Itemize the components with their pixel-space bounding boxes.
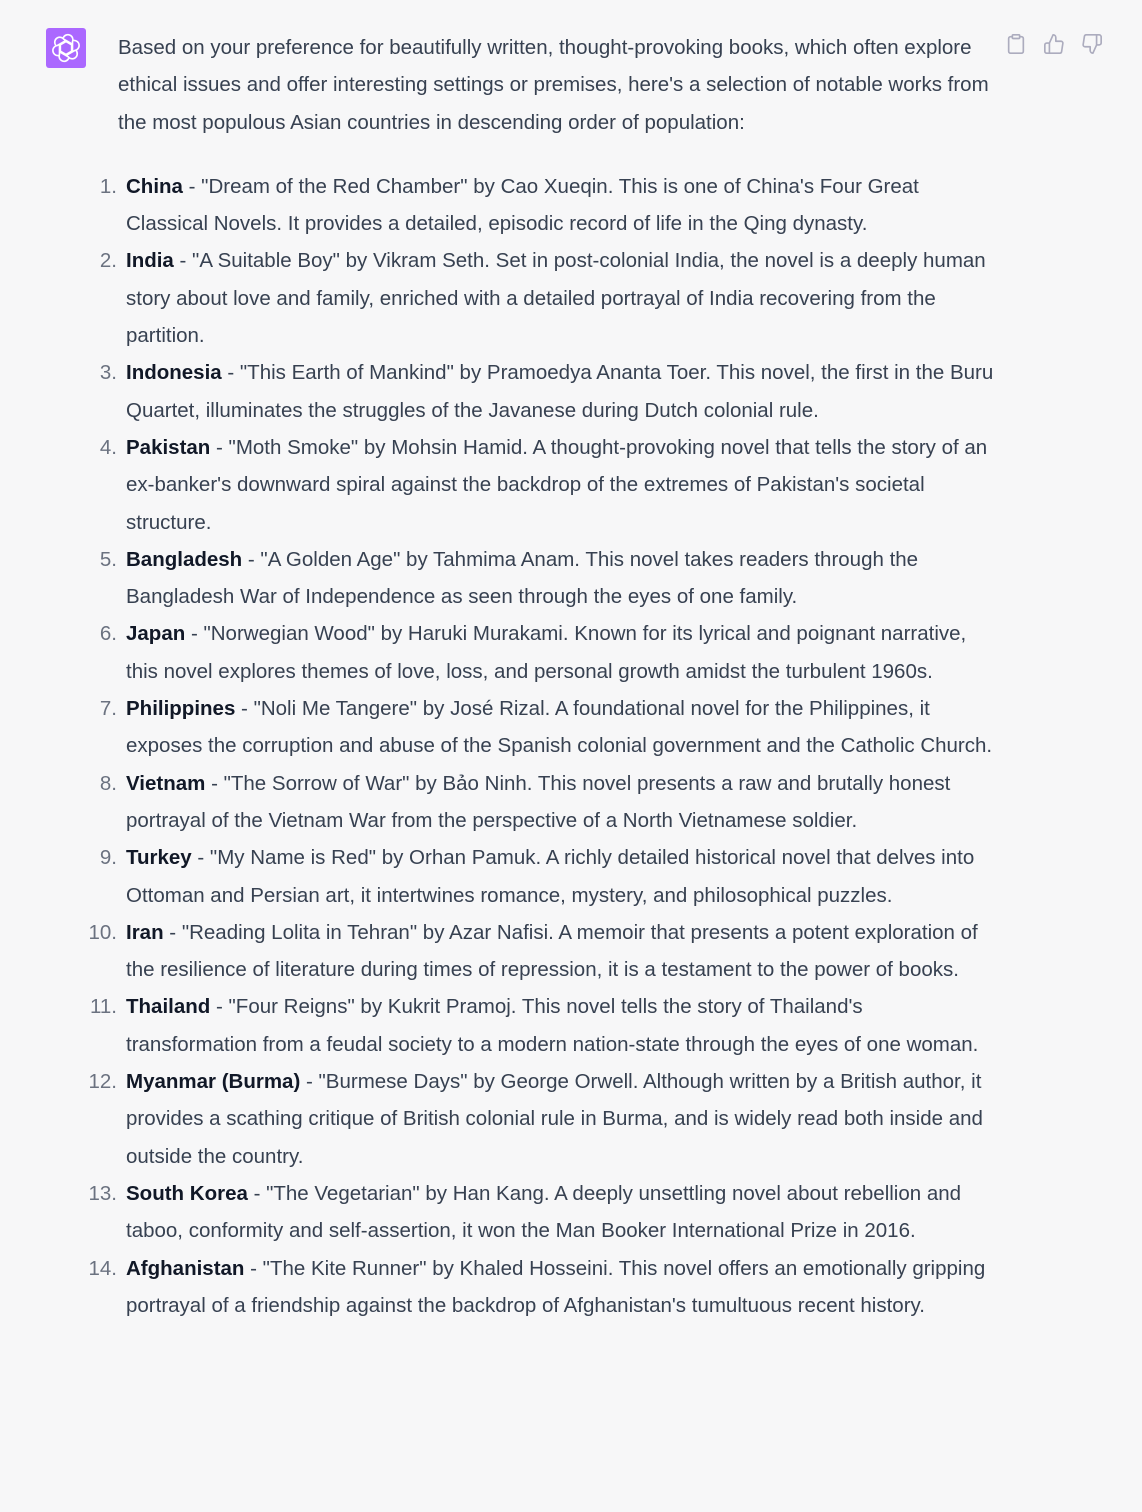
clipboard-icon: [1005, 33, 1027, 55]
list-item: [88, 1250, 998, 1325]
list-item-country: Japan: [126, 622, 186, 646]
thumbs-down-button[interactable]: [1080, 32, 1104, 56]
list-item: [99, 765, 998, 840]
list-item-country: South Korea: [126, 1181, 248, 1205]
list-item-number: 1.: [99, 174, 117, 198]
list-item-number: 4.: [99, 435, 117, 459]
list-item-country: Pakistan: [126, 435, 211, 459]
list-item: [99, 242, 998, 354]
copy-button[interactable]: [1004, 32, 1028, 56]
list-item-number: 7.: [99, 697, 117, 721]
list-item: [99, 541, 998, 616]
message-actions: [1004, 32, 1104, 56]
list-item: [99, 839, 998, 914]
list-item: [99, 429, 998, 541]
openai-logo-icon: [51, 33, 81, 63]
list-item-number: 11.: [90, 995, 117, 1019]
intro-paragraph: Based on your preference for beautifully written, thought-provoking books, which often explore ethical issues and offer interesting settings or premises, here's a selection of notable works from the most populous Asian countries in descending order of population:: [118, 36, 989, 134]
list-item-number: 5.: [99, 547, 117, 571]
list-item-text: - "Burmese Days" by George Orwell. Although written by a British author, it provides a scathing critique of British colonial rule in Burma, and is widely read both inside and outside the country.: [126, 1070, 983, 1168]
list-item: [88, 1063, 998, 1175]
list-item-text: - "A Suitable Boy" by Vikram Seth. Set in post-colonial India, the novel is a deeply human story about love and family, enriched with a detailed portrayal of India recovering from the partition.: [126, 249, 986, 348]
thumbs-up-icon: [1043, 33, 1065, 55]
list-item-text: - "Dream of the Red Chamber" by Cao Xueqin. This is one of China's Four Great Classical Novels. It provides a detailed, episodic record of life in the Qing dynasty.: [126, 174, 919, 236]
list-item-country: Myanmar (Burma): [126, 1070, 301, 1094]
list-item-text: - "The Sorrow of War" by Bảo Ninh. This novel presents a raw and brutally honest portrayal of the Vietnam War from the perspective of a North Vietnamese soldier.: [126, 771, 951, 832]
list-item-country: China: [126, 174, 183, 198]
book-list: [88, 168, 998, 1324]
list-item: [99, 168, 998, 243]
list-item-text: - "Norwegian Wood" by Haruki Murakami. Known for its lyrical and poignant narrative, this novel explores themes of love, loss, and personal growth amidst the turbulent 1960s.: [126, 622, 967, 683]
thumbs-up-button[interactable]: [1042, 32, 1066, 56]
list-item-country: Afghanistan: [126, 1256, 245, 1280]
message-content: [88, 29, 998, 1324]
list-item-text: - "My Name is Red" by Orhan Pamuk. A richly detailed historical novel that delves into Ottoman and Persian art, it intertwines romance, mystery, and philosophical puzzles.: [126, 846, 975, 907]
list-item-number: 8.: [99, 771, 117, 795]
list-item-country: Turkey: [126, 846, 192, 870]
list-item-number: 3.: [99, 361, 117, 385]
list-item-country: Bangladesh: [126, 547, 243, 571]
list-item-text: - "Reading Lolita in Tehran" by Azar Nafisi. A memoir that presents a potent exploration of the resilience of literature during times of repression, it is a testament to the power of books.: [126, 920, 978, 982]
list-item-text: - "A Golden Age" by Tahmima Anam. This novel takes readers through the Bangladesh War of Independence as seen through the eyes of one family.: [126, 547, 919, 609]
list-item-number: 2.: [99, 249, 117, 273]
list-item-text: - "The Vegetarian" by Han Kang. A deeply unsettling novel about rebellion and taboo, conformity and self-assertion, it won the Man Booker International Prize in 2016.: [126, 1181, 962, 1243]
list-item: [88, 1175, 998, 1250]
list-item-text: - "The Kite Runner" by Khaled Hosseini. This novel offers an emotionally gripping portrayal of a friendship against the backdrop of Afghanistan's tumultuous recent history.: [126, 1256, 986, 1317]
list-item-number: 10.: [88, 920, 117, 944]
list-item-text: - "This Earth of Mankind" by Pramoedya Ananta Toer. This novel, the first in the Buru Quartet, illuminates the struggles of the Javanese during Dutch colonial rule.: [126, 361, 994, 422]
list-item: [99, 354, 998, 429]
list-item-country: Vietnam: [126, 771, 206, 795]
list-item-country: Thailand: [126, 995, 211, 1019]
list-item-country: Iran: [126, 920, 164, 944]
list-item: [99, 690, 998, 765]
list-item-country: India: [126, 249, 174, 273]
list-item: [90, 988, 998, 1063]
list-item-text: - "Moth Smoke" by Mohsin Hamid. A thought-provoking novel that tells the story of an ex-banker's downward spiral against the backdrop of the extremes of Pakistan's societal structure.: [126, 435, 988, 534]
list-item-country: Philippines: [126, 697, 236, 721]
list-item-text: - "Four Reigns" by Kukrit Pramoj. This novel tells the story of Thailand's transformation from a feudal society to a modern nation-state through the eyes of one woman.: [126, 995, 979, 1056]
list-item: [88, 914, 998, 989]
list-item-number: 14.: [88, 1256, 117, 1280]
list-item: [99, 615, 998, 690]
list-item-number: 6.: [99, 622, 117, 646]
list-item-number: 12.: [88, 1070, 117, 1094]
list-item-text: - "Noli Me Tangere" by José Rizal. A foundational novel for the Philippines, it exposes the corruption and abuse of the Spanish colonial government and the Catholic Church.: [126, 697, 993, 758]
assistant-avatar: [46, 28, 86, 68]
list-item-number: 13.: [88, 1181, 117, 1205]
thumbs-down-icon: [1081, 33, 1103, 55]
list-item-country: Indonesia: [126, 361, 222, 385]
list-item-number: 9.: [99, 846, 117, 870]
